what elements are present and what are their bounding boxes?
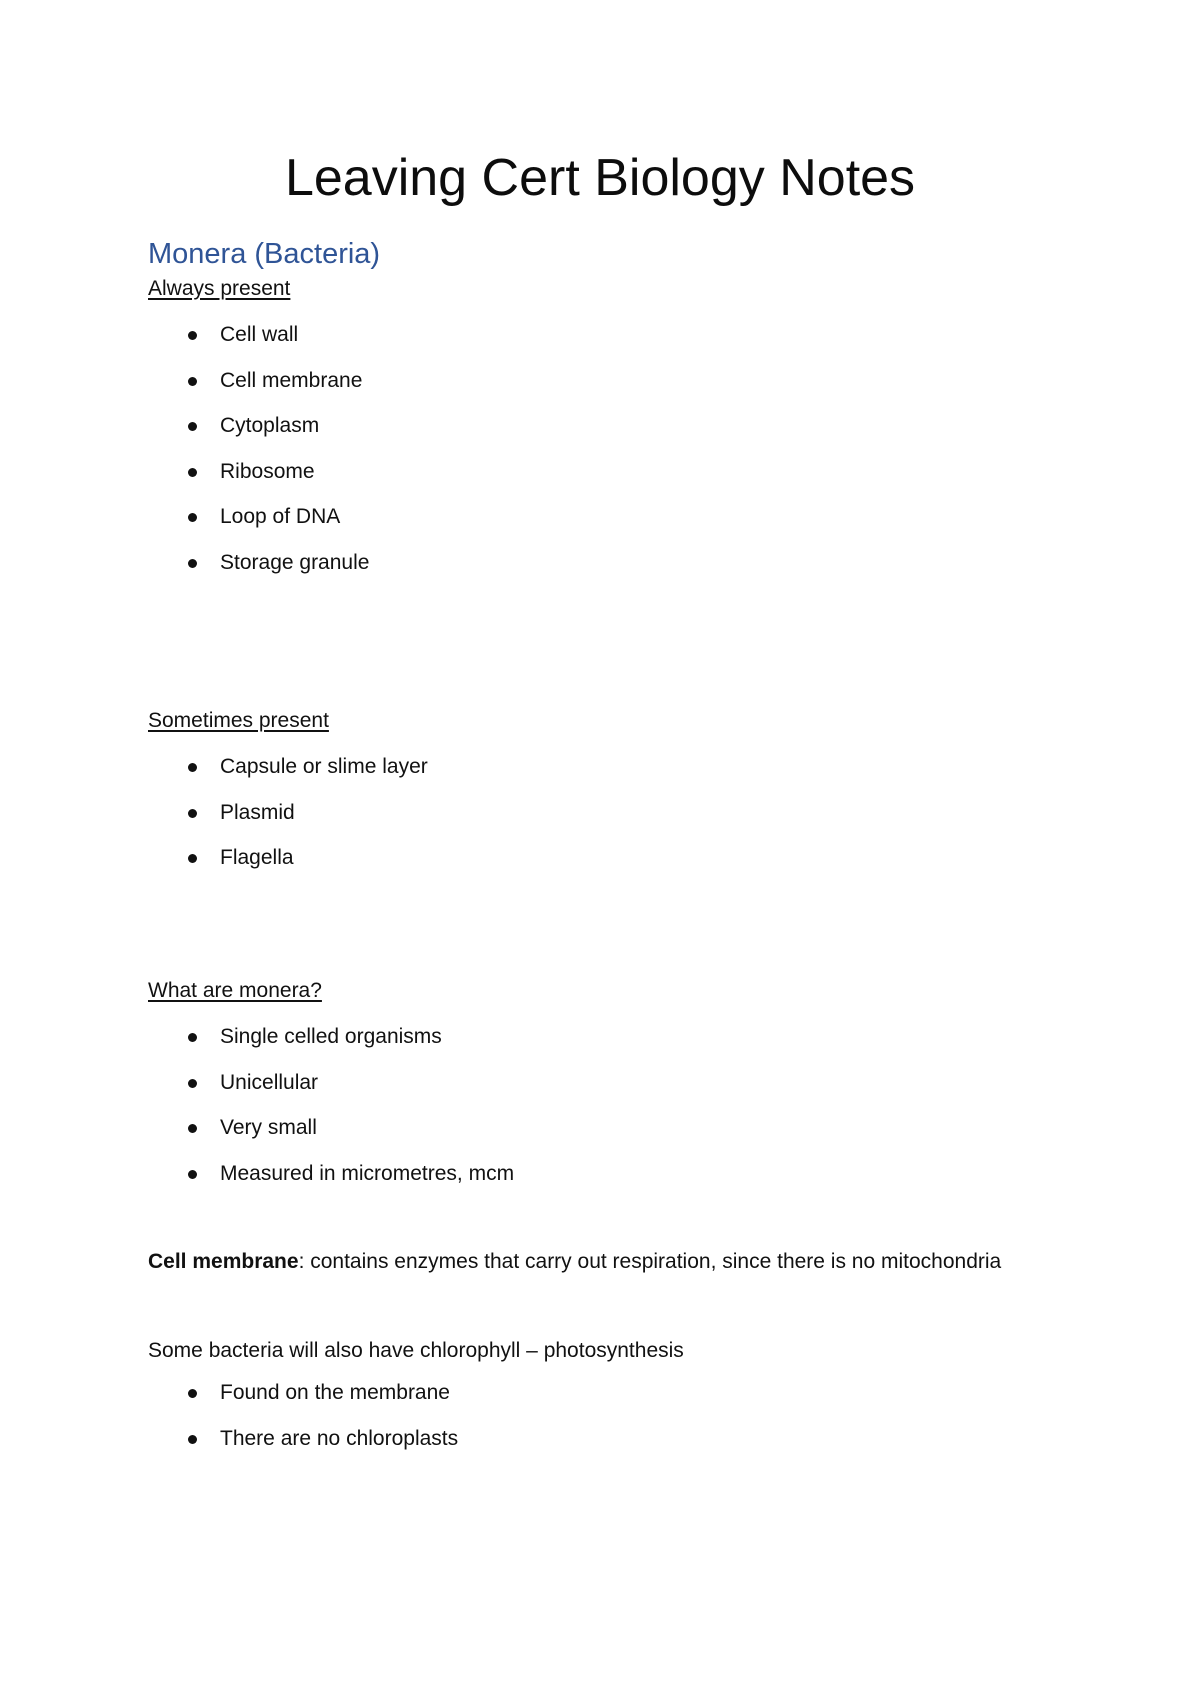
list-item-text: Measured in micrometres, mcm (220, 1161, 515, 1185)
always-present-list (148, 319, 369, 593)
sometimes-present-list (148, 751, 428, 888)
list-item (148, 501, 369, 547)
list-item (148, 1021, 514, 1067)
bullet-icon (188, 1170, 197, 1179)
list-item (148, 410, 369, 456)
what-are-monera-section (148, 975, 514, 1203)
list-item (148, 365, 369, 411)
cell-membrane-text: : contains enzymes that carry out respiration, since there is no mitochondria (298, 1250, 1002, 1273)
subheading-sometimes-present: Sometimes present (148, 709, 329, 732)
list-item (148, 1158, 514, 1204)
document-title: Leaving Cert Biology Notes (284, 149, 916, 207)
list-item (148, 547, 369, 593)
bullet-icon (188, 331, 197, 340)
subheading-what-are-monera: What are monera? (148, 979, 322, 1002)
bullet-icon (188, 1124, 197, 1133)
list-item-text: Very small (220, 1116, 317, 1140)
bullet-icon (188, 377, 197, 386)
bullet-icon (188, 559, 197, 568)
what-are-monera-list (148, 1021, 514, 1203)
list-item (148, 319, 369, 365)
list-item (148, 1067, 514, 1113)
subheading-always-present: Always present (148, 277, 291, 300)
bullet-icon (188, 1389, 197, 1398)
list-item-text: There are no chloroplasts (220, 1426, 459, 1450)
list-item (148, 797, 428, 843)
list-item-text: Plasmid (220, 800, 295, 824)
bullet-icon (188, 854, 197, 863)
always-present-section (148, 273, 369, 593)
list-item-text: Flagella (220, 846, 294, 870)
list-item (148, 456, 369, 502)
list-item-text: Cytoplasm (220, 414, 320, 438)
list-item (148, 842, 428, 888)
list-item-text: Cell membrane (220, 368, 363, 392)
bullet-icon (188, 809, 197, 818)
list-item (148, 1423, 458, 1469)
section-heading: Monera (Bacteria) (148, 238, 381, 270)
list-item-text: Single celled organisms (220, 1025, 442, 1048)
list-item-text: Capsule or slime layer (220, 755, 428, 778)
list-item (148, 1112, 514, 1158)
cell-membrane-term: Cell membrane (148, 1250, 299, 1273)
list-item-text: Storage granule (220, 550, 370, 574)
chlorophyll-note: Some bacteria will also have chlorophyll – photosynthesis (148, 1339, 684, 1362)
bullet-icon (188, 468, 197, 477)
cell-membrane-note (148, 1246, 1001, 1278)
sometimes-present-section (148, 705, 428, 888)
list-item-text: Found on the membrane (220, 1381, 450, 1404)
bullet-icon (188, 1079, 197, 1088)
list-item (148, 1377, 458, 1423)
bullet-icon (188, 1033, 197, 1042)
bullet-icon (188, 513, 197, 522)
bullet-icon (188, 422, 197, 431)
chlorophyll-list (148, 1377, 458, 1468)
list-item-text: Cell wall (220, 323, 299, 346)
list-item (148, 751, 428, 797)
list-item-text: Unicellular (220, 1070, 319, 1094)
list-item-text: Loop of DNA (220, 505, 341, 529)
bullet-icon (188, 1435, 197, 1444)
list-item-text: Ribosome (220, 459, 315, 483)
bullet-icon (188, 763, 197, 772)
chlorophyll-section (148, 1377, 458, 1468)
